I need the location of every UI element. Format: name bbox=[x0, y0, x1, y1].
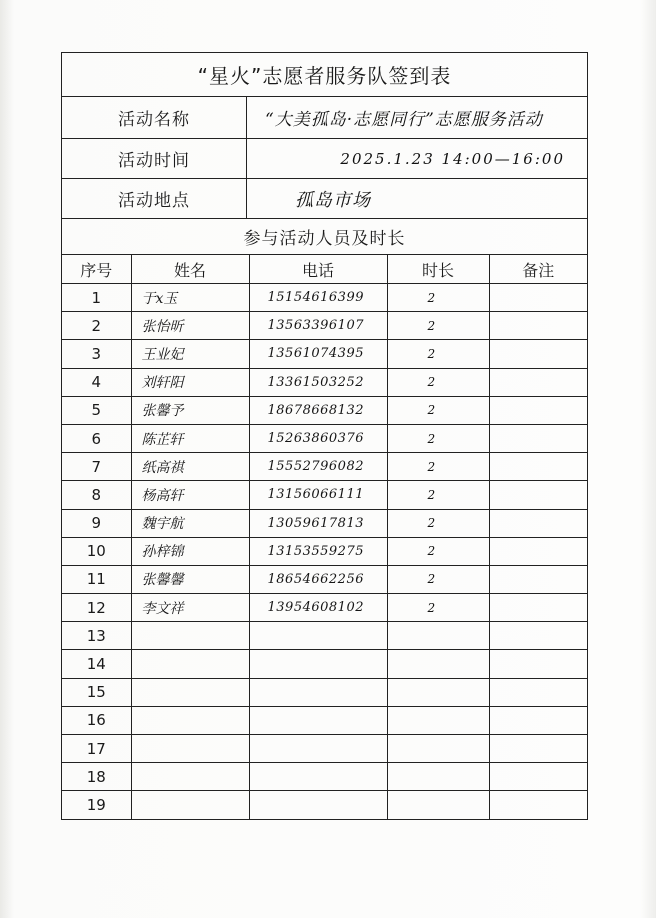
row-name bbox=[131, 678, 249, 706]
column-header-note: 备注 bbox=[489, 255, 587, 284]
row-number: 18 bbox=[62, 763, 131, 791]
row-phone: 13561074395 bbox=[249, 340, 387, 368]
row-note bbox=[489, 594, 587, 622]
activity-place-value: 孤岛市场 bbox=[295, 189, 371, 211]
row-number: 16 bbox=[62, 706, 131, 734]
row-number: 10 bbox=[62, 537, 131, 565]
row-phone: 13153559275 bbox=[249, 537, 387, 565]
row-note bbox=[489, 424, 587, 452]
row-number: 13 bbox=[62, 622, 131, 650]
table-body bbox=[62, 284, 587, 819]
column-header-no: 序号 bbox=[62, 255, 131, 284]
row-phone bbox=[249, 791, 387, 819]
row-number: 4 bbox=[62, 368, 131, 396]
row-duration: 2 bbox=[387, 284, 489, 312]
table-row bbox=[62, 565, 587, 593]
table-row bbox=[62, 312, 587, 340]
row-phone: 18654662256 bbox=[249, 565, 387, 593]
row-duration: 2 bbox=[387, 424, 489, 452]
row-phone: 15552796082 bbox=[249, 453, 387, 481]
table-row bbox=[62, 537, 587, 565]
row-name: 杨高轩 bbox=[131, 481, 249, 509]
row-name: 张馨予 bbox=[131, 396, 249, 424]
participants-table bbox=[62, 255, 587, 819]
row-note bbox=[489, 481, 587, 509]
activity-place-row bbox=[62, 179, 587, 219]
row-duration: 2 bbox=[387, 396, 489, 424]
row-phone bbox=[249, 622, 387, 650]
row-note bbox=[489, 650, 587, 678]
activity-place-label: 活动地点 bbox=[62, 179, 247, 218]
table-row bbox=[62, 340, 587, 368]
row-duration: 2 bbox=[387, 453, 489, 481]
row-name: 刘轩阳 bbox=[131, 368, 249, 396]
row-number: 5 bbox=[62, 396, 131, 424]
row-note bbox=[489, 706, 587, 734]
row-name bbox=[131, 735, 249, 763]
row-number: 2 bbox=[62, 312, 131, 340]
row-phone: 13059617813 bbox=[249, 509, 387, 537]
row-phone: 15263860376 bbox=[249, 424, 387, 452]
row-number: 11 bbox=[62, 565, 131, 593]
activity-name-row bbox=[62, 97, 587, 139]
column-header-phone: 电话 bbox=[249, 255, 387, 284]
row-note bbox=[489, 396, 587, 424]
row-note bbox=[489, 284, 587, 312]
table-row bbox=[62, 368, 587, 396]
row-note bbox=[489, 537, 587, 565]
participants-section-title: 参与活动人员及时长 bbox=[62, 219, 587, 255]
row-duration bbox=[387, 706, 489, 734]
row-note bbox=[489, 678, 587, 706]
activity-name-value: “大美孤岛·志愿同行”志愿服务活动 bbox=[265, 110, 543, 130]
row-duration bbox=[387, 791, 489, 819]
row-number: 9 bbox=[62, 509, 131, 537]
row-duration: 2 bbox=[387, 312, 489, 340]
row-name: 张馨馨 bbox=[131, 565, 249, 593]
row-number: 12 bbox=[62, 594, 131, 622]
table-row bbox=[62, 594, 587, 622]
row-duration: 2 bbox=[387, 594, 489, 622]
row-number: 8 bbox=[62, 481, 131, 509]
row-note bbox=[489, 763, 587, 791]
form-title: “星火”志愿者服务队签到表 bbox=[62, 53, 587, 97]
row-name bbox=[131, 763, 249, 791]
table-header-row bbox=[62, 255, 587, 284]
row-name bbox=[131, 791, 249, 819]
row-name: 陈芷轩 bbox=[131, 424, 249, 452]
row-duration: 2 bbox=[387, 340, 489, 368]
row-phone: 15154616399 bbox=[249, 284, 387, 312]
row-number: 19 bbox=[62, 791, 131, 819]
row-phone bbox=[249, 650, 387, 678]
row-duration: 2 bbox=[387, 481, 489, 509]
row-name bbox=[131, 706, 249, 734]
activity-time-value: 2025.1.23 14:00—16:00 bbox=[340, 149, 565, 168]
table-row bbox=[62, 763, 587, 791]
row-name: 魏宇航 bbox=[131, 509, 249, 537]
row-phone: 18678668132 bbox=[249, 396, 387, 424]
row-note bbox=[489, 340, 587, 368]
row-note bbox=[489, 565, 587, 593]
row-note bbox=[489, 453, 587, 481]
column-header-name: 姓名 bbox=[131, 255, 249, 284]
row-duration: 2 bbox=[387, 537, 489, 565]
row-note bbox=[489, 735, 587, 763]
row-phone: 13954608102 bbox=[249, 594, 387, 622]
row-phone bbox=[249, 735, 387, 763]
row-phone: 13563396107 bbox=[249, 312, 387, 340]
row-duration bbox=[387, 763, 489, 791]
row-name: 王业妃 bbox=[131, 340, 249, 368]
row-name: 张怡昕 bbox=[131, 312, 249, 340]
row-name: 孙梓锦 bbox=[131, 537, 249, 565]
row-duration bbox=[387, 678, 489, 706]
table-row bbox=[62, 424, 587, 452]
row-duration bbox=[387, 622, 489, 650]
row-number: 3 bbox=[62, 340, 131, 368]
table-row bbox=[62, 396, 587, 424]
row-note bbox=[489, 791, 587, 819]
row-duration bbox=[387, 735, 489, 763]
row-number: 14 bbox=[62, 650, 131, 678]
row-note bbox=[489, 509, 587, 537]
row-number: 6 bbox=[62, 424, 131, 452]
row-name bbox=[131, 650, 249, 678]
table-row bbox=[62, 678, 587, 706]
row-name bbox=[131, 622, 249, 650]
table-row bbox=[62, 650, 587, 678]
row-note bbox=[489, 622, 587, 650]
row-phone bbox=[249, 706, 387, 734]
activity-time-row bbox=[62, 139, 587, 179]
table-row bbox=[62, 791, 587, 819]
row-phone: 13156066111 bbox=[249, 481, 387, 509]
row-number: 7 bbox=[62, 453, 131, 481]
row-number: 15 bbox=[62, 678, 131, 706]
activity-time-label: 活动时间 bbox=[62, 139, 247, 178]
table-row bbox=[62, 735, 587, 763]
table-row bbox=[62, 509, 587, 537]
row-duration: 2 bbox=[387, 509, 489, 537]
table-row bbox=[62, 453, 587, 481]
row-phone: 13361503252 bbox=[249, 368, 387, 396]
row-note bbox=[489, 368, 587, 396]
row-phone bbox=[249, 763, 387, 791]
row-number: 17 bbox=[62, 735, 131, 763]
row-duration bbox=[387, 650, 489, 678]
column-header-duration: 时长 bbox=[387, 255, 489, 284]
table-row bbox=[62, 481, 587, 509]
row-name: 纸高祺 bbox=[131, 453, 249, 481]
table-row bbox=[62, 284, 587, 312]
row-phone bbox=[249, 678, 387, 706]
sign-in-form bbox=[61, 52, 588, 820]
row-note bbox=[489, 312, 587, 340]
activity-name-label: 活动名称 bbox=[62, 97, 247, 138]
table-row bbox=[62, 622, 587, 650]
row-name: 李文祥 bbox=[131, 594, 249, 622]
row-duration: 2 bbox=[387, 368, 489, 396]
row-number: 1 bbox=[62, 284, 131, 312]
row-duration: 2 bbox=[387, 565, 489, 593]
table-row bbox=[62, 706, 587, 734]
row-name: 于x玉 bbox=[131, 284, 249, 312]
